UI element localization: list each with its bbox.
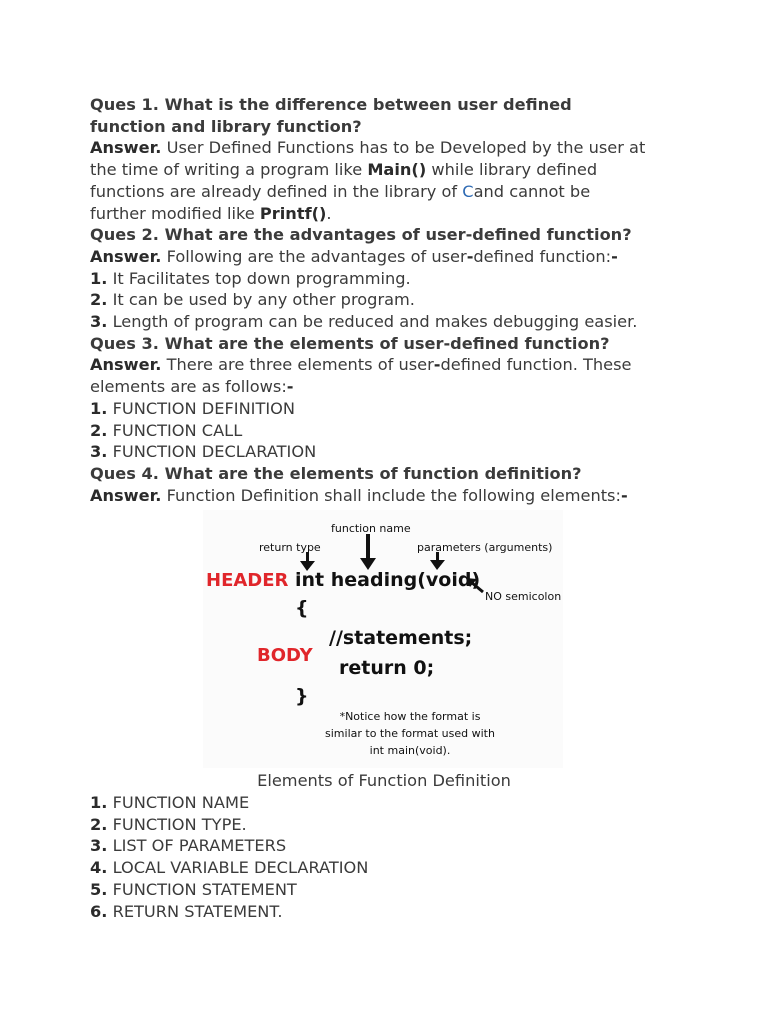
function-signature: int heading(void) — [295, 569, 481, 592]
list-item: 2. FUNCTION TYPE. — [90, 814, 247, 834]
answer-1-line-2: the time of writing a program like Main() while library defined — [90, 160, 598, 180]
answer-label: Answer. — [90, 138, 162, 158]
answer-3-line-2: elements are as follows:- — [90, 377, 294, 397]
return-line: return 0; — [339, 657, 435, 680]
question-1-title-line-1: Ques 1. What is the difference between user defined — [90, 95, 572, 114]
question-4-title: Ques 4. What are the elements of function definition? — [90, 463, 582, 483]
list-item: 2. It can be used by any other program. — [90, 290, 415, 310]
answer-1-line-4: further modified like Printf(). — [90, 203, 332, 223]
answer-4-line: Answer. Function Definition shall include the following elements:- — [90, 485, 628, 505]
question-3-title: Ques 3. What are the elements of user-defined function? — [90, 333, 610, 353]
answer-1-line-1: Answer. User Defined Functions has to be Developed by the user at — [90, 138, 646, 158]
document-page — [90, 94, 690, 922]
answer-2-intro: Answer. Following are the advantages of user-defined function:- — [90, 246, 618, 266]
statements-line: //statements; — [329, 627, 473, 650]
list-item: 1. FUNCTION DEFINITION — [90, 398, 295, 418]
close-brace: } — [295, 685, 309, 708]
answer-1-line-3: functions are already defined in the library of Cand cannot be — [90, 181, 591, 201]
list-item: 2. FUNCTION CALL — [90, 420, 243, 440]
question-2-title: Ques 2. What are the advantages of user-defined function? — [90, 225, 632, 245]
list-item: 4. LOCAL VARIABLE DECLARATION — [90, 858, 369, 878]
list-item: 3. FUNCTION DECLARATION — [90, 442, 317, 462]
list-item: 3. LIST OF PARAMETERS — [90, 836, 287, 856]
function-definition-figure — [203, 510, 563, 768]
function-name-label: function name — [331, 522, 411, 536]
parameters-label: parameters (arguments) — [417, 541, 553, 555]
question-1-title-line-2: function and library function? — [90, 116, 362, 136]
list-item: 1. FUNCTION NAME — [90, 793, 250, 813]
list-item: 6. RETURN STATEMENT. — [90, 901, 283, 921]
body-label: BODY — [257, 645, 313, 667]
return-type-label: return type — [259, 541, 321, 555]
header-label: HEADER — [206, 570, 289, 592]
figure-note: *Notice how the format is similar to the format used with int main(void). — [325, 710, 495, 758]
no-semicolon-label: NO semicolon — [485, 590, 562, 604]
list-item: 3. Length of program can be reduced and makes debugging easier. — [90, 312, 638, 332]
list-item: 1. It Facilitates top down programming. — [90, 268, 411, 288]
figure-caption: Elements of Function Definition — [257, 771, 511, 791]
c-language-link[interactable]: C — [462, 181, 474, 201]
answer-3-line-1: Answer. There are three elements of user-defined function. These — [90, 355, 632, 375]
list-item: 5. FUNCTION STATEMENT — [90, 879, 297, 899]
open-brace: { — [295, 597, 309, 620]
